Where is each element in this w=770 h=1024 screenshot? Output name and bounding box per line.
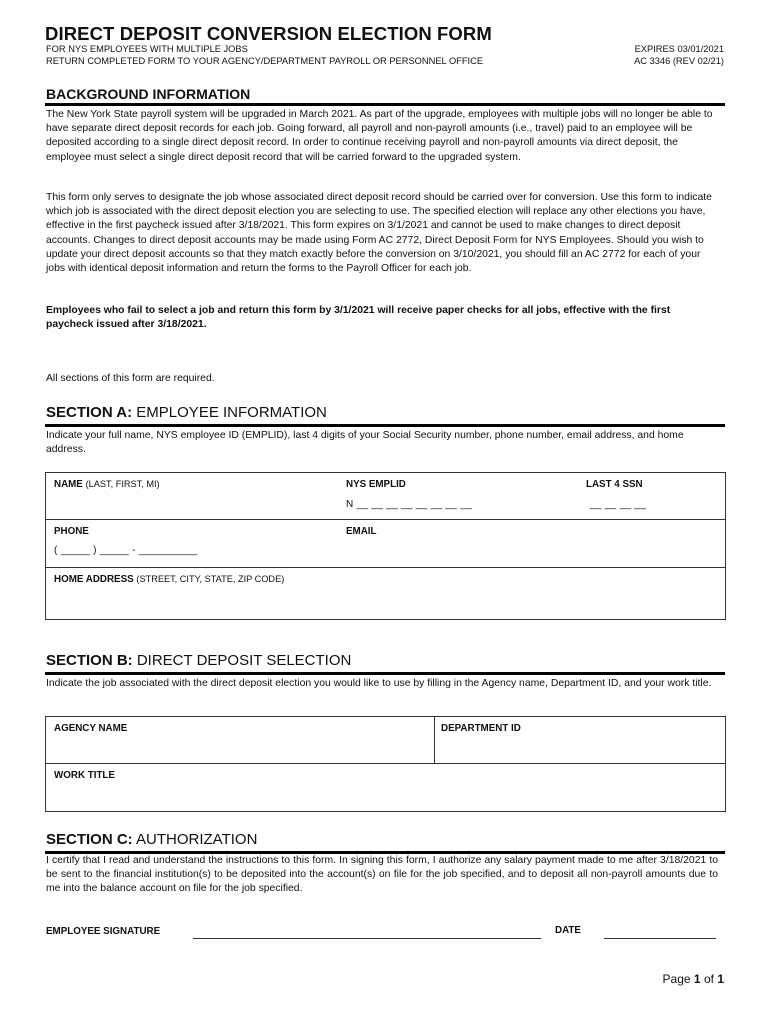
ssn-label: LAST 4 SSN bbox=[586, 479, 643, 490]
emplid-label: NYS EMPLID bbox=[346, 479, 406, 490]
section-c-heading bbox=[46, 831, 257, 848]
section-a-heading bbox=[46, 404, 327, 421]
name-label: NAME (LAST, FIRST, MI) bbox=[54, 479, 160, 490]
section-b-heading bbox=[46, 652, 351, 669]
background-para-2: This form only serves to designate the job whose associated direct deposit record should be carried over for conversion. Use this form to indicate which job is associated with the direct deposit election you are selecting to use. The specified election will replace any other elections you have, effective in the first paycheck issued after 3/18/2021. This form expires on 3/1/2021 and cannot be used to make changes to direct deposit accounts. Changes to direct deposit accounts may be made using Form AC 2772, Direct Deposit Form for NYS Employees. Should you wish to update your direct deposit accounts so that they match exactly before the conversion on 3/10/2021, you should fill an AC 2772 for each of your jobs with identical deposit information and return the forms to the Payroll Officer for each job. bbox=[46, 192, 712, 275]
subtitle-line-2: RETURN COMPLETED FORM TO YOUR AGENCY/DEPARTMENT PAYROLL OR PERSONNEL OFFICE bbox=[46, 56, 484, 66]
section-a-prefix: SECTION A: bbox=[46, 404, 133, 421]
section-b-title: DIRECT DEPOSIT SELECTION bbox=[136, 652, 352, 669]
ssn-blanks: __ __ __ __ bbox=[590, 499, 647, 510]
email-label: EMAIL bbox=[346, 526, 377, 537]
background-heading: BACKGROUND INFORMATION bbox=[46, 86, 251, 102]
expiry-date: EXPIRES 03/01/2021 bbox=[634, 44, 724, 54]
work-title-label: WORK TITLE bbox=[54, 770, 115, 781]
section-b-prefix: SECTION B: bbox=[46, 652, 133, 669]
signature-label: EMPLOYEE SIGNATURE bbox=[46, 926, 161, 937]
section-a-title: EMPLOYEE INFORMATION bbox=[136, 404, 327, 421]
authorization-text: I certify that I read and understand the instructions to this form. In signing this form, I authorize any salary payment made to me after 3/18/2021 to be sent to the financial institution(s) to be deposited into the account(s) on file for the job specified, and to deposit all non-payroll amounts due to me into the balance account on file for the job specified. bbox=[46, 855, 718, 895]
phone-field[interactable] bbox=[46, 520, 346, 567]
section-a-instructions: Indicate your full name, NYS employee ID (EMPLID), last 4 digits of your Social Security number, phone number, email address, and home address. bbox=[46, 430, 684, 456]
subtitle-line-1: FOR NYS EMPLOYEES WITH MULTIPLE JOBS bbox=[46, 44, 248, 54]
ssn-field[interactable] bbox=[586, 473, 725, 519]
date-label: DATE bbox=[555, 925, 581, 936]
home-address-field[interactable] bbox=[46, 568, 725, 619]
employee-info-table bbox=[45, 472, 726, 620]
agency-name-label: AGENCY NAME bbox=[54, 723, 128, 734]
agency-name-field[interactable] bbox=[46, 717, 434, 763]
job-selection-table bbox=[45, 716, 726, 812]
section-a-rule bbox=[45, 424, 725, 427]
department-id-field[interactable] bbox=[435, 717, 725, 763]
address-label: HOME ADDRESS (STREET, CITY, STATE, ZIP CODE) bbox=[54, 574, 285, 585]
date-line[interactable] bbox=[604, 937, 716, 939]
work-title-field[interactable] bbox=[46, 764, 725, 811]
section-c-prefix: SECTION C: bbox=[46, 831, 133, 848]
form-title: DIRECT DEPOSIT CONVERSION ELECTION FORM bbox=[45, 23, 492, 44]
background-rule bbox=[45, 103, 725, 106]
department-id-label: DEPARTMENT ID bbox=[441, 723, 521, 734]
phone-label: PHONE bbox=[54, 526, 89, 537]
page-number: Page 1 of 1 bbox=[662, 972, 724, 986]
signature-line[interactable] bbox=[193, 937, 541, 939]
emplid-field[interactable] bbox=[346, 473, 586, 519]
required-note: All sections of this form are required. bbox=[46, 373, 215, 384]
current-page: 1 bbox=[693, 972, 701, 986]
emplid-blanks: N __ __ __ __ __ __ __ __ bbox=[346, 499, 472, 510]
total-pages: 1 bbox=[717, 972, 724, 986]
form-subtitle bbox=[46, 43, 483, 67]
section-b-rule bbox=[45, 672, 725, 675]
form-code: AC 3346 (REV 02/21) bbox=[634, 56, 724, 66]
warning-text: Employees who fail to select a job and return this form by 3/1/2021 will receive paper checks for all jobs, effective with the first paycheck issued after 3/18/2021. bbox=[46, 305, 671, 331]
phone-blanks: ( _____ ) _____ - __________ bbox=[54, 545, 198, 556]
name-hint: (LAST, FIRST, MI) bbox=[85, 479, 160, 489]
background-para-1: The New York State payroll system will be upgraded in March 2021. As part of the upgrade, employees with multiple jobs will no longer be able to have separate direct deposit records for each job. Going forward, all payroll and non-payroll amounts (i.e., travel) paid to an employee will be deposited according to a single direct deposit record. In order to continue receiving payroll and non-payroll amounts via direct deposit, the employee must select a single direct deposit record that will be carried forward to the upgraded system. bbox=[46, 109, 713, 163]
form-meta bbox=[634, 43, 724, 67]
name-field[interactable] bbox=[46, 473, 346, 519]
address-hint: (STREET, CITY, STATE, ZIP CODE) bbox=[136, 574, 285, 584]
email-field[interactable] bbox=[346, 520, 725, 567]
section-b-instructions: Indicate the job associated with the direct deposit election you would like to use by filling in the Agency name, Department ID, and your work title. bbox=[46, 678, 712, 689]
section-c-title: AUTHORIZATION bbox=[136, 831, 258, 848]
